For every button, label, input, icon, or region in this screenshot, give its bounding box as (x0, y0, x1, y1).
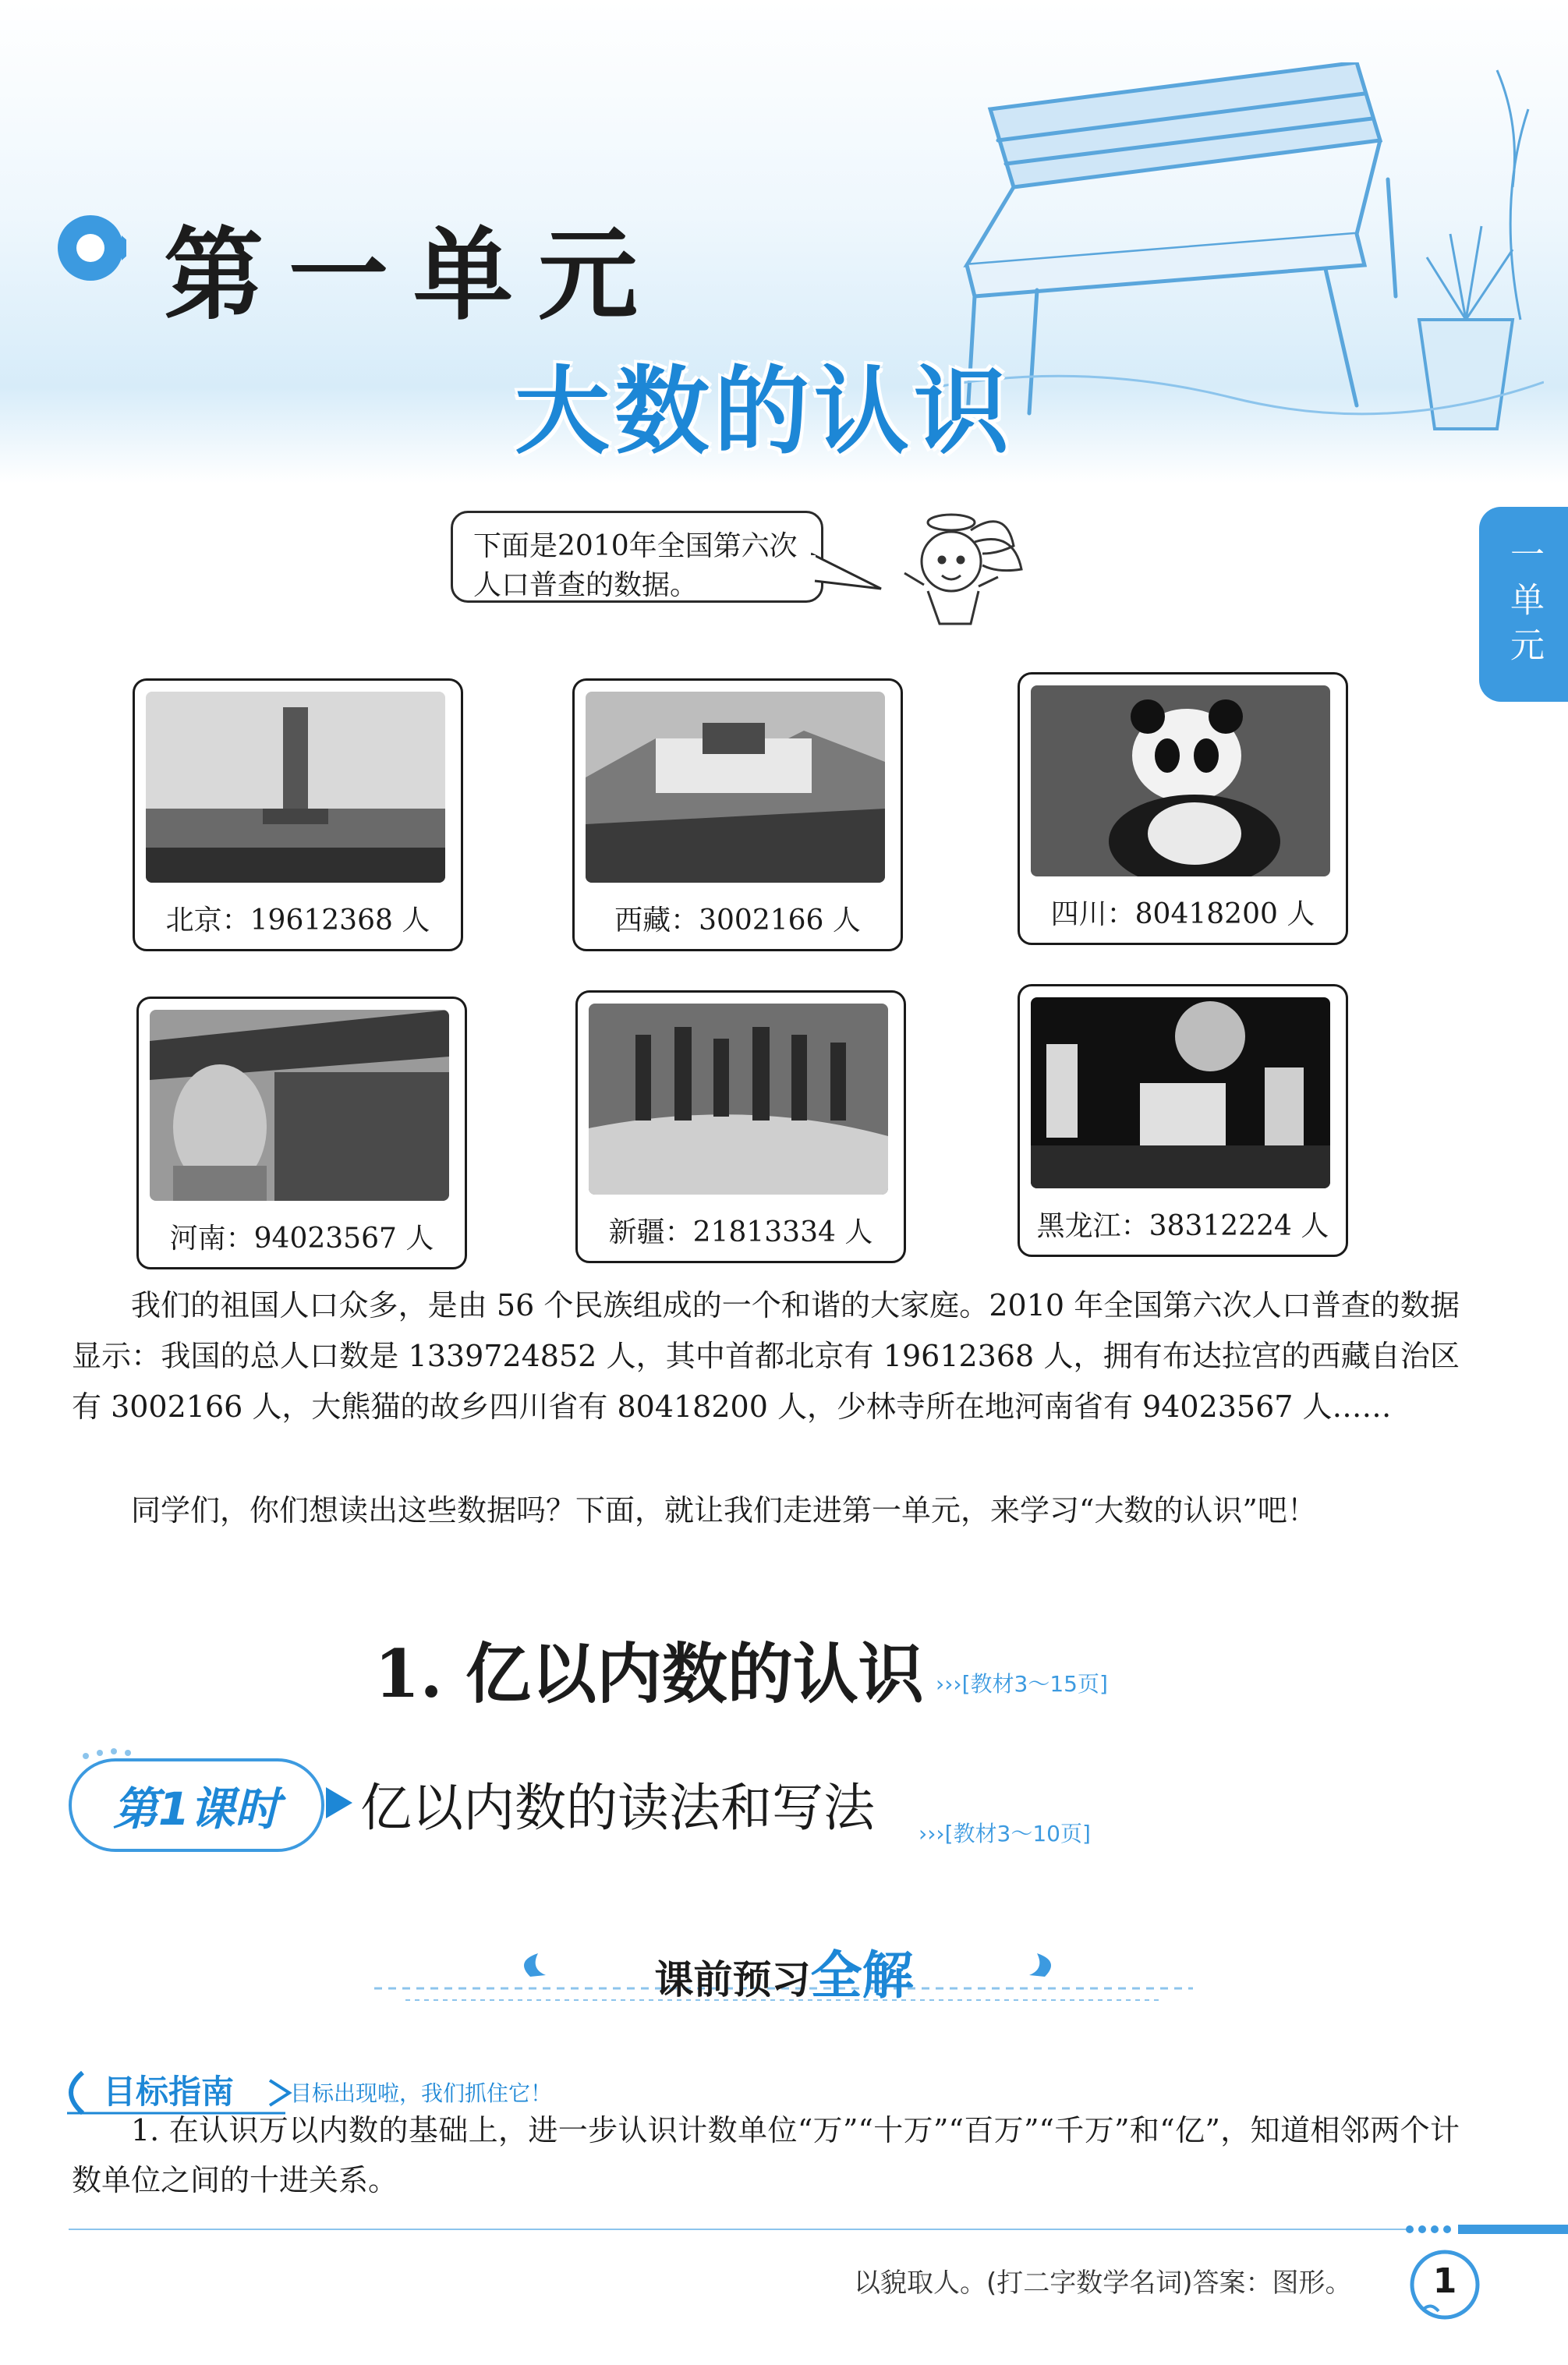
potala-palace-photo (586, 692, 885, 883)
population-card-henan (136, 997, 467, 1269)
period-title: 亿以内数的读法和写法 (360, 1778, 875, 1838)
monument-photo (146, 692, 445, 883)
xinjiang-dancers-photo (589, 1004, 888, 1195)
card-caption: 四川：80418200 人 (1050, 898, 1315, 930)
population-card-heilongjiang (1018, 984, 1348, 1257)
park-bench-illustration (920, 62, 1544, 468)
population-card-tibet (572, 678, 903, 951)
unit-title: 第一单元 (164, 217, 664, 334)
panda-photo (1031, 685, 1330, 876)
goal-guide-hint: 目标出现啦，我们抓住它！ (290, 2080, 553, 2106)
shaolin-temple-photo (150, 1010, 449, 1201)
unit-marker-icon (55, 212, 126, 284)
angel-mascot-icon (897, 499, 1037, 632)
period-badge (69, 1758, 324, 1852)
unit-subtitle: 大数的认识 (515, 356, 1014, 467)
card-caption: 河南：94023567 人 (169, 1223, 434, 1255)
speech-bubble-tail (811, 546, 897, 600)
card-caption: 新疆：21813334 人 (608, 1216, 873, 1248)
ice-festival-photo (1031, 997, 1330, 1188)
goal-guide-label: 目标指南 (103, 2073, 235, 2111)
card-caption: 西藏：3002166 人 (614, 905, 861, 936)
goal-item-1: 1. 在认识万以内数的基础上，进一步认识计数单位“万”“十万”“百万”“千万”和“亿”，知道相邻两个计数单位之间的十进关系。 (72, 2113, 1460, 2197)
preview-label-main: 课前预习 (654, 1956, 811, 2002)
period-badge-label: 第1课时 (112, 1783, 281, 1836)
section-textbook-ref: ›››[教材3～15页] (936, 1671, 1108, 1697)
intro-paragraph: 我们的祖国人口众多，是由 56 个民族组成的一个和谐的大家庭。2010 年全国第六次人口普查的数据显示：我国的总人口数是 1339724852 人，其中首都北京有 19612368 人，拥有布达拉宫的西藏自治区有 3002166 人，大熊猫的故乡四川省有 80418200 人，少林寺所在地河南省有 94023567 人…… (72, 1288, 1460, 1424)
population-card-beijing (133, 678, 463, 951)
side-tab-label: 一单元 (1504, 536, 1544, 672)
invitation-paragraph: 同学们，你们想读出这些数据吗？下面，就让我们走进第一单元，来学习“大数的认识”吧！ (131, 1493, 1317, 1528)
population-card-xinjiang (575, 990, 906, 1263)
footer-riddle: 以貌取人。(打二字数学名词)答案：图形。 (854, 2268, 1352, 2299)
preview-label-highlight: 全解 (810, 1945, 914, 2006)
card-caption: 北京：19612368 人 (165, 905, 430, 936)
population-card-sichuan (1018, 672, 1348, 945)
unit-side-tab[interactable] (1479, 507, 1568, 702)
period-textbook-ref: ›››[教材3～10页] (919, 1821, 1091, 1846)
intro-speech-bubble: 下面是2010年全国第六次人口普查的数据。 (451, 511, 823, 603)
footer-dots-icon (1403, 2221, 1568, 2238)
page-number: 1 (1432, 2261, 1457, 2301)
footer-divider (69, 2229, 1410, 2230)
arrow-right-icon (321, 1784, 356, 1822)
section-title: 1. 亿以内数的认识 (374, 1635, 924, 1712)
preview-banner-label (0, 1934, 1568, 2008)
card-caption: 黑龙江：38312224 人 (1036, 1210, 1329, 1242)
